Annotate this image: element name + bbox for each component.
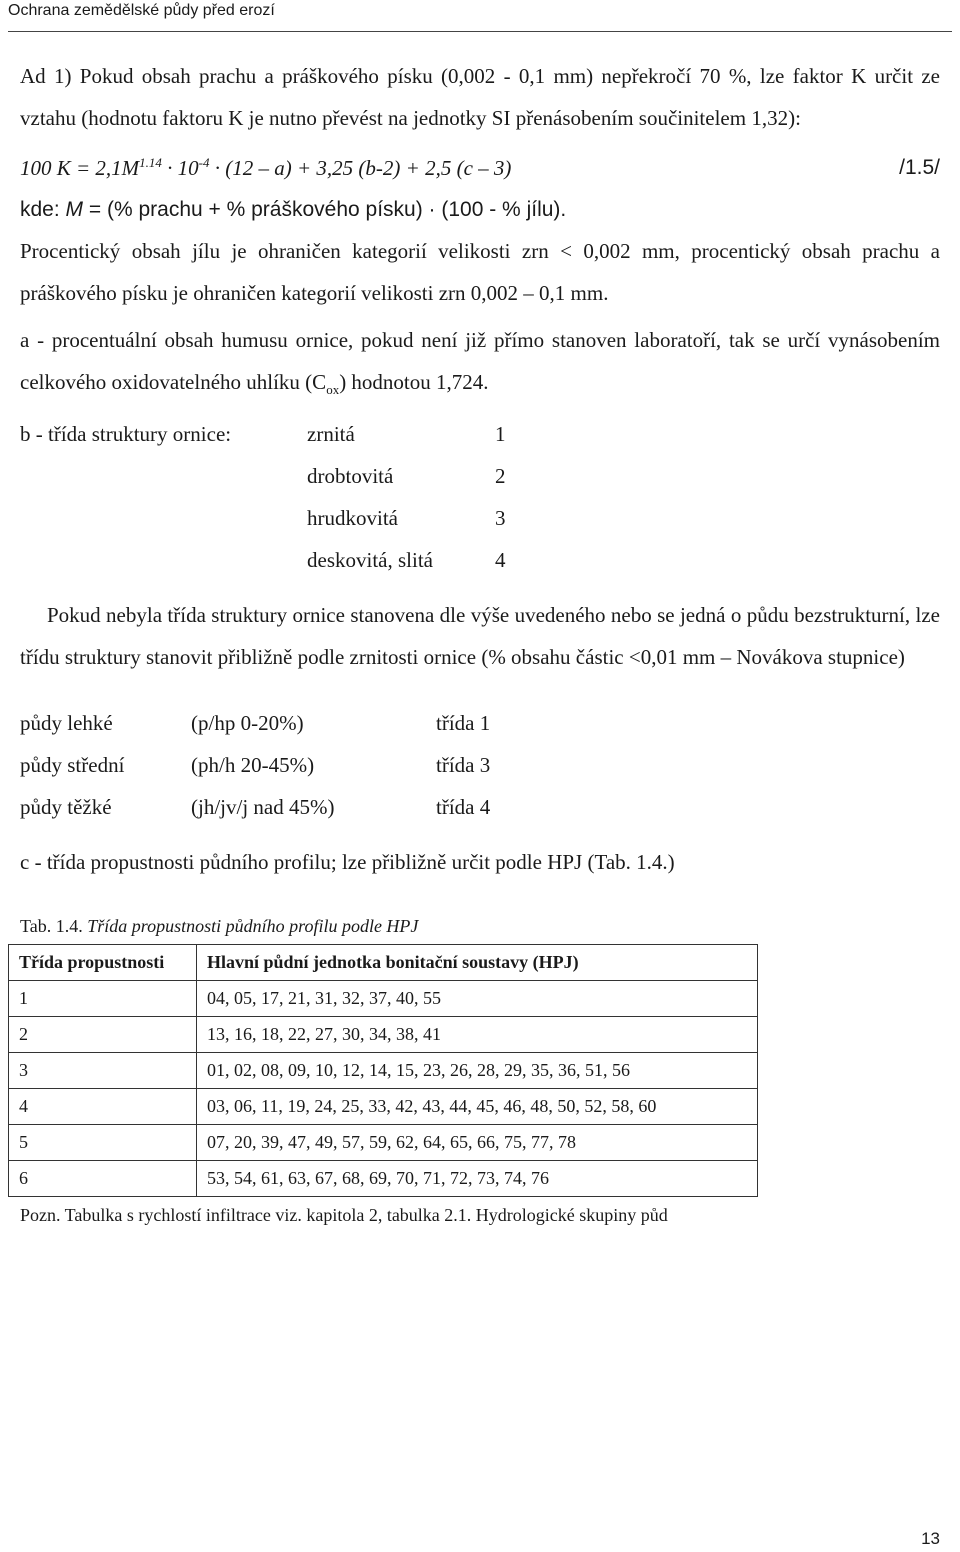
table-note: Pozn. Tabulka s rychlostí infiltrace viz. kapitola 2, tabulka 2.1. Hydrologické skupiny půd	[20, 1204, 668, 1225]
soil-range: (ph/h 20-45%)	[191, 753, 315, 777]
table-cell-class: 3	[9, 1052, 197, 1088]
formula-exponent-1: 1.14	[139, 155, 162, 170]
table-cell-class: 1	[9, 980, 197, 1016]
table-cell-class: 6	[9, 1160, 197, 1196]
table-row	[9, 1016, 758, 1052]
table-row	[9, 1160, 758, 1196]
page-content	[20, 56, 940, 1229]
paragraph-structure-estimate: Pokud nebyla třída struktury ornice stanovena dle výše uvedeného nebo se jedná o půdu bezstrukturní, lze třídu struktury stanovit přibližně podle zrnitosti ornice (% obsahu částic <0,01 mm – Novákova stupnice)	[20, 603, 940, 669]
structure-class: 2	[495, 464, 506, 488]
soil-class: třída 1	[436, 711, 491, 735]
table-cell-class: 5	[9, 1124, 197, 1160]
table-cell-class: 2	[9, 1016, 197, 1052]
structure-class: 4	[495, 548, 506, 572]
formula-part-b: · 10	[161, 156, 199, 180]
table-cell-hpj: 07, 20, 39, 47, 49, 57, 59, 62, 64, 65, 66, 75, 77, 78	[197, 1124, 758, 1160]
soil-row	[20, 702, 940, 744]
soil-name: půdy střední	[20, 753, 125, 777]
structure-row	[307, 413, 527, 455]
table-caption	[20, 914, 940, 938]
table-cell-hpj: 03, 06, 11, 19, 24, 25, 33, 42, 43, 44, 45, 46, 48, 50, 52, 58, 60	[197, 1088, 758, 1124]
formula-part-a: 100 K = 2,1M	[20, 156, 140, 180]
kde-part-b: = (% prachu + % práškového písku) · (100 - % jílu).	[83, 198, 567, 221]
humus-subscript: ox	[326, 381, 340, 397]
structure-row	[307, 455, 527, 497]
structure-row	[307, 539, 527, 581]
soil-class: třída 3	[436, 753, 491, 777]
paragraph-ad1: Ad 1) Pokud obsah prachu a práškového písku (0,002 - 0,1 mm) nepřekročí 70 %, lze faktor K určit ze vztahu (hodnotu faktoru K je nutno převést na jednotky SI přenásobením součinitelem 1,32):	[20, 64, 940, 130]
structure-name: deskovitá, slitá	[307, 548, 433, 572]
soil-name: půdy lehké	[20, 711, 113, 735]
structure-class-list	[20, 413, 940, 581]
page-number: 13	[921, 1529, 940, 1548]
formula-exponent-2: -4	[198, 155, 210, 170]
formula-definition	[20, 189, 940, 231]
structure-name: drobtovitá	[307, 464, 394, 488]
soil-class-list	[20, 702, 940, 828]
running-header	[8, 0, 952, 32]
structure-row	[307, 497, 527, 539]
table-cell-hpj: 04, 05, 17, 21, 31, 32, 37, 40, 55	[197, 980, 758, 1016]
humus-part-a: a - procentuální obsah humusu ornice, pokud není již přímo stanoven laboratoří, tak se určí vynásobením celkového oxidovatelného uhlíku (C	[20, 328, 940, 394]
structure-name: zrnitá	[307, 422, 355, 446]
kde-variable-m: M	[65, 198, 84, 221]
table-cell-class: 4	[9, 1088, 197, 1124]
table-header-class: Třída propustnosti	[9, 944, 197, 980]
table-header-row	[9, 944, 758, 980]
table-row	[9, 980, 758, 1016]
soil-class: třída 4	[436, 795, 491, 819]
soil-range: (p/hp 0-20%)	[191, 711, 304, 735]
table-header-hpj: Hlavní půdní jednotka bonitační soustavy (HPJ)	[197, 944, 758, 980]
humus-part-b: ) hodnotou 1,724.	[339, 369, 489, 394]
table-cell-hpj: 01, 02, 08, 09, 10, 12, 14, 15, 23, 26, 28, 29, 35, 36, 51, 56	[197, 1052, 758, 1088]
paragraph-humus	[20, 320, 940, 403]
paragraph-clay-content: Procentický obsah jílu je ohraničen kategorií velikosti zrn < 0,002 mm, procentický obsah prachu a práškového písku je ohraničen kategorií velikosti zrn 0,002 – 0,1 mm.	[20, 239, 940, 305]
table-row	[9, 1124, 758, 1160]
structure-class: 3	[495, 506, 506, 530]
table-cell-hpj: 13, 16, 18, 22, 27, 30, 34, 38, 41	[197, 1016, 758, 1052]
table-row	[9, 1052, 758, 1088]
soil-row	[20, 744, 940, 786]
structure-label: b - třída struktury ornice:	[20, 422, 232, 446]
table-row	[9, 1088, 758, 1124]
paragraph-permeability: c - třída propustnosti půdního profilu; lze přibližně určit podle HPJ (Tab. 1.4.)	[20, 850, 675, 874]
soil-row	[20, 786, 940, 828]
permeability-table	[8, 944, 758, 1197]
formula-part-c: · (12 – a) + 3,25 (b-2) + 2,5 (c – 3)	[209, 156, 512, 180]
table-caption-title: Třída propustnosti půdního profilu podle HPJ	[87, 915, 419, 936]
structure-class: 1	[495, 422, 506, 446]
header-title: Ochrana zemědělské půdy před erozí	[8, 2, 275, 19]
formula-number: /1.5/	[899, 156, 940, 179]
soil-range: (jh/jv/j nad 45%)	[191, 795, 335, 819]
structure-name: hrudkovitá	[307, 506, 398, 530]
kde-part-a: kde:	[20, 198, 66, 221]
table-caption-number: Tab. 1.4.	[20, 915, 88, 936]
soil-name: půdy těžké	[20, 795, 112, 819]
table-cell-hpj: 53, 54, 61, 63, 67, 68, 69, 70, 71, 72, 73, 74, 76	[197, 1160, 758, 1196]
formula-1-5	[20, 147, 940, 189]
